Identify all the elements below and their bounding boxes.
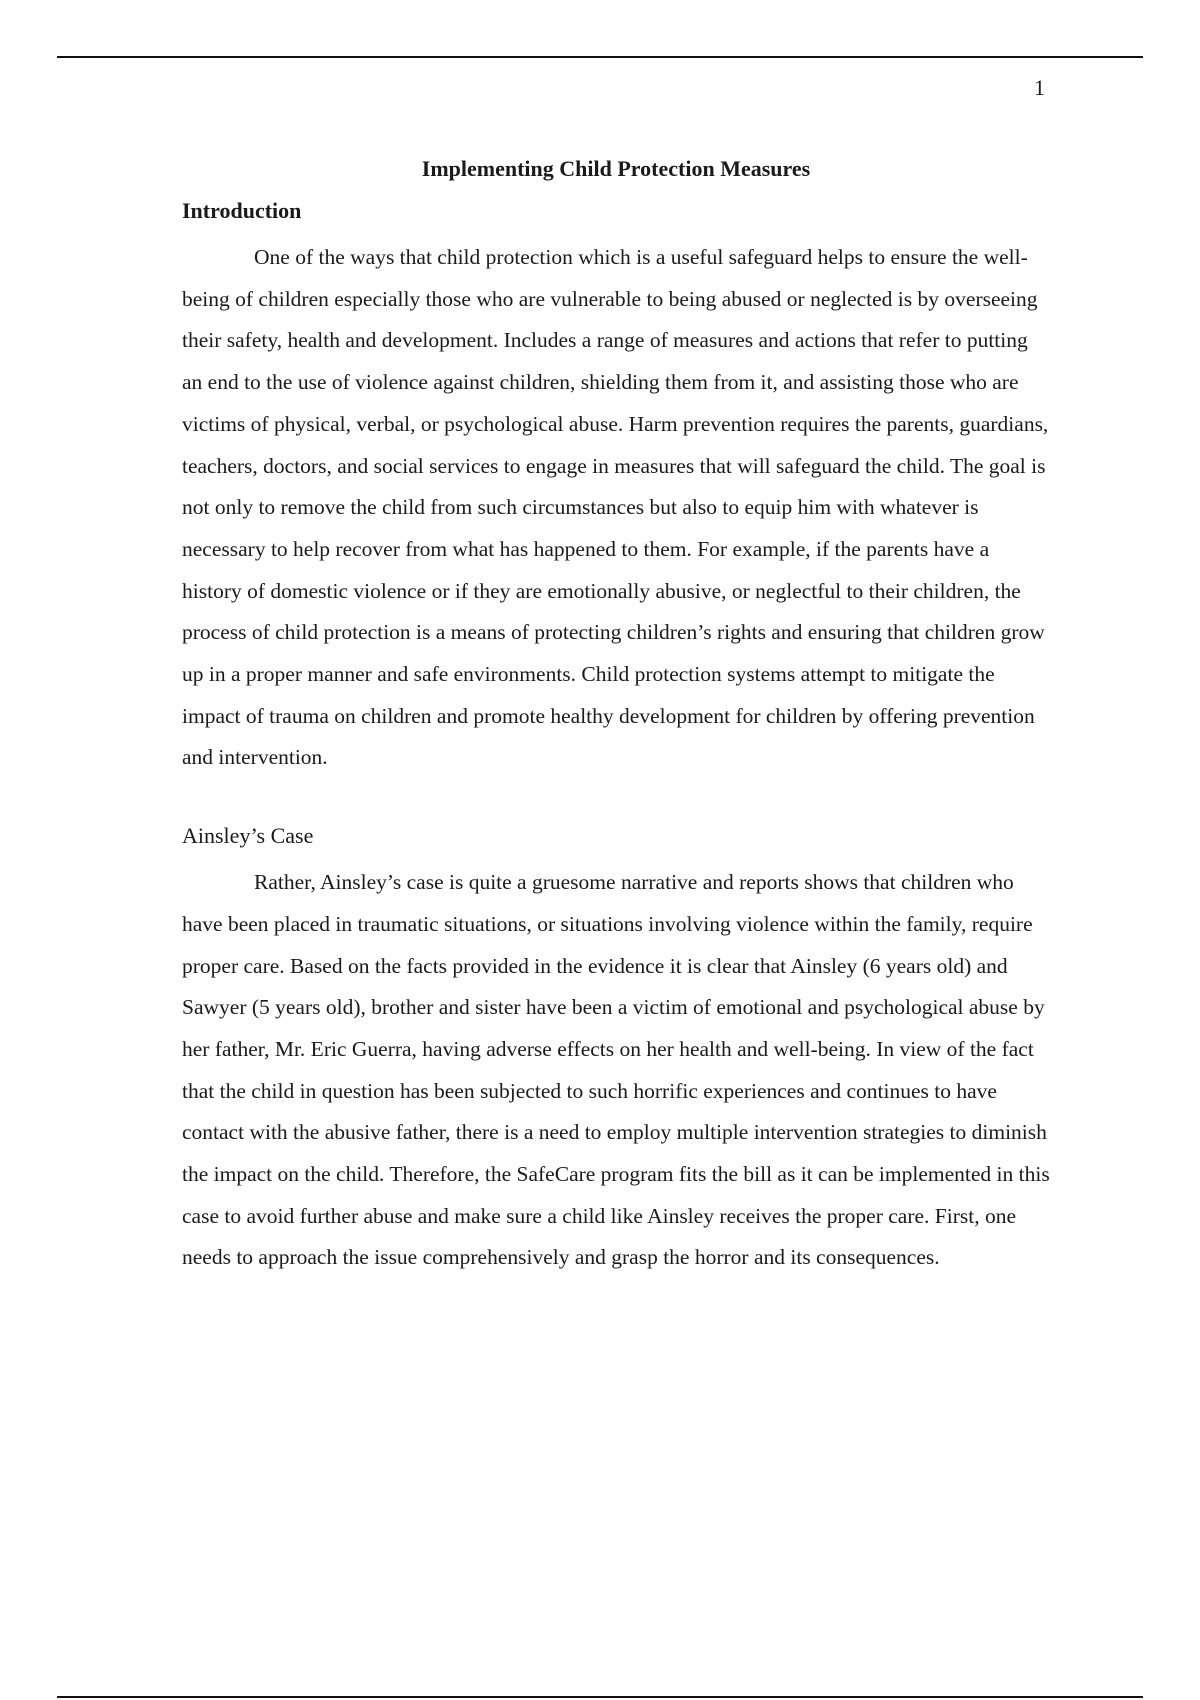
- section-spacer: [182, 779, 1050, 821]
- document-title: Implementing Child Protection Measures: [421, 156, 811, 181]
- introduction-heading: Introduction: [182, 198, 302, 223]
- case-heading: Ainsley’s Case: [182, 823, 314, 849]
- footer-rule: [57, 1696, 1143, 1698]
- header-rule: [57, 56, 1143, 58]
- introduction-paragraph: One of the ways that child protection which is a useful safeguard helps to ensure the well-being of children especially those who are vulnerable to being abused or neglected is by overseeing their safety, health and development. Includes a range of measures and actions that refer to putting an end to the use of violence against children, shielding them from it, and assisting those who are victims of physical, verbal, or psychological abuse. Harm prevention requires the parents, guardians, teachers, doctors, and social services to engage in measures that will safeguard the child. The goal is not only to remove the child from such circumstances but also to equip him with whatever is necessary to help recover from what has happened to them. For example, if the parents have a history of domestic violence or if they are emotionally abusive, or neglectful to their children, the process of child protection is a means of protecting children’s rights and ensuring that children grow up in a proper manner and safe environments. Child protection systems attempt to mitigate the impact of trauma on children and promote healthy development for children by offering prevention and intervention.: [182, 245, 1049, 770]
- case-paragraph: Rather, Ainsley’s case is quite a gruesome narrative and reports shows that children who have been placed in traumatic situations, or situations involving violence within the family, require proper care. Based on the facts provided in the evidence it is clear that Ainsley (6 years old) and Sawyer (5 years old), brother and sister have been a victim of emotional and psychological abuse by her father, Mr. Eric Guerra, having adverse effects on her health and well-being. In view of the fact that the child in question has been subjected to such horrific experiences and continues to have contact with the abusive father, there is a need to employ multiple intervention strategies to diminish the impact on the child. Therefore, the SafeCare program fits the bill as it can be implemented in this case to avoid further abuse and make sure a child like Ainsley receives the proper care. First, one needs to approach the issue comprehensively and grasp the horror and its consequences.: [182, 870, 1050, 1270]
- document-body: [182, 196, 1050, 1279]
- page-number: 1: [1034, 75, 1045, 100]
